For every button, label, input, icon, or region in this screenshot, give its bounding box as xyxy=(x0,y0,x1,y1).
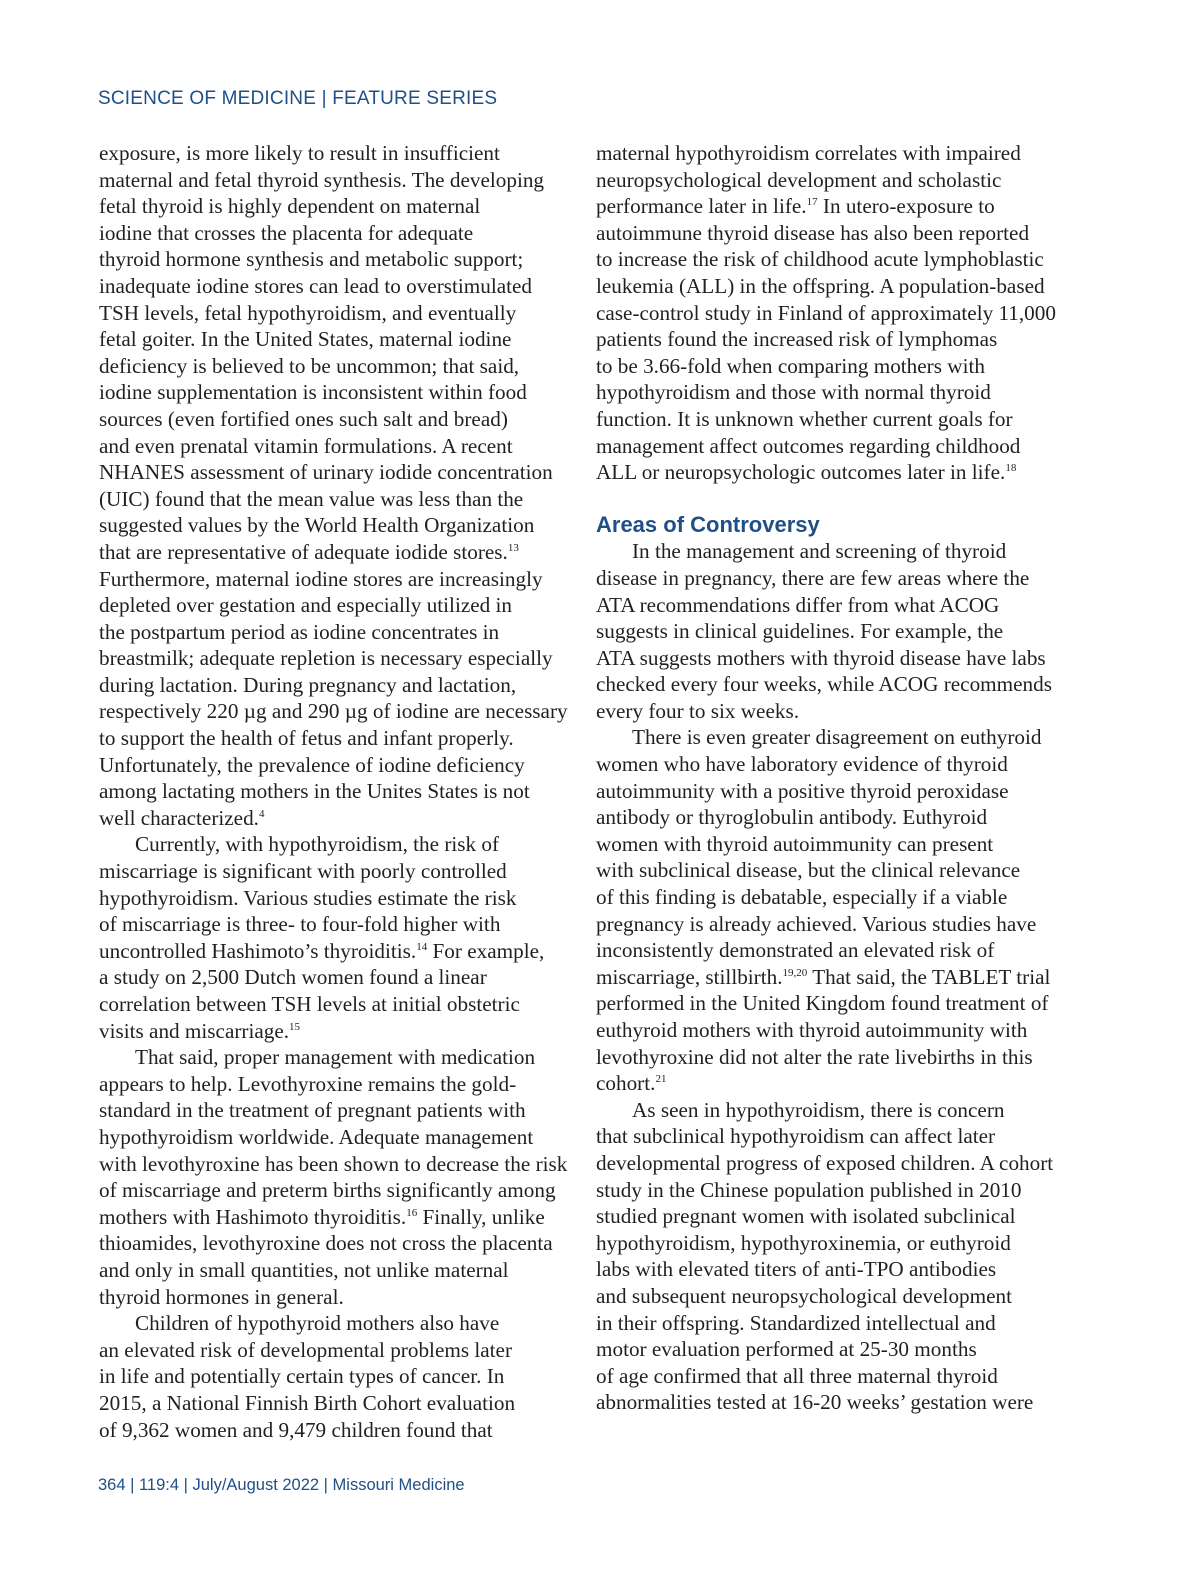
text-line xyxy=(99,246,577,273)
text-line xyxy=(99,379,577,406)
line-text: in their offspring. Standardized intellectual and xyxy=(596,1310,996,1335)
line-text: leukemia (ALL) in the offspring. A population-based xyxy=(596,273,1045,298)
line-text: an elevated risk of developmental problems later xyxy=(99,1337,513,1362)
line-text: during lactation. During pregnancy and lactation, xyxy=(99,672,517,697)
text-line xyxy=(596,724,1074,751)
text-line xyxy=(596,1097,1074,1124)
line-text: Furthermore, maternal iodine stores are increasingly xyxy=(99,566,543,591)
line-text: fetal goiter. In the United States, maternal iodine xyxy=(99,327,512,352)
text-line xyxy=(596,1389,1074,1416)
text-line xyxy=(99,1177,577,1204)
line-text: pregnancy is already achieved. Various studies have xyxy=(596,911,1037,936)
line-text: iodine that crosses the placenta for adequate xyxy=(99,220,474,245)
line-text: autoimmune thyroid disease has also been reported xyxy=(596,220,1030,245)
text-line xyxy=(596,140,1074,167)
line-text: labs with elevated titers of anti-TPO antibodies xyxy=(596,1257,997,1282)
line-text: abnormalities tested at 16-20 weeks’ gestation were xyxy=(596,1390,1034,1415)
line-text: inadequate iodine stores can lead to overstimulated xyxy=(99,273,533,298)
text-line xyxy=(596,379,1074,406)
text-line xyxy=(596,1070,1074,1097)
text-line xyxy=(596,884,1074,911)
text-line xyxy=(99,433,577,460)
line-text: euthyroid mothers with thyroid autoimmunity with xyxy=(596,1018,1028,1042)
text-line xyxy=(596,273,1074,300)
line-text: uncontrolled Hashimoto’s thyroiditis. xyxy=(99,938,417,963)
text-line xyxy=(99,991,577,1018)
text-line xyxy=(99,698,577,725)
text-line xyxy=(99,1151,577,1178)
text-line xyxy=(99,938,577,965)
text-line xyxy=(596,193,1074,220)
line-text: In the management and screening of thyroid xyxy=(632,539,1007,564)
line-text: depleted over gestation and especially utilized in xyxy=(99,593,513,618)
text-line xyxy=(596,1017,1074,1044)
line-text: women with thyroid autoimmunity can present xyxy=(596,831,994,856)
text-line xyxy=(99,911,577,938)
text-line xyxy=(99,752,577,779)
line-text: a study on 2,500 Dutch women found a linear xyxy=(99,965,487,990)
right-column-body-top xyxy=(596,140,1074,486)
text-line xyxy=(99,1097,577,1124)
line-text: and only in small quantities, not unlike maternal xyxy=(99,1257,509,1282)
citation-superscript: 13 xyxy=(507,541,519,554)
text-line xyxy=(596,1177,1074,1204)
citation-superscript: 19,20 xyxy=(782,966,808,979)
text-line xyxy=(99,353,577,380)
text-line xyxy=(99,486,577,513)
line-text: among lactating mothers in the Unites States is not xyxy=(99,779,530,804)
line-text: of this finding is debatable, especially if a viable xyxy=(596,885,1008,910)
text-line xyxy=(596,326,1074,353)
line-text: in life and potentially certain types of cancer. In xyxy=(99,1364,505,1389)
text-line xyxy=(99,300,577,327)
text-line xyxy=(596,964,1074,991)
text-line xyxy=(99,512,577,539)
line-text-continued: For example, xyxy=(427,938,545,963)
text-line xyxy=(596,618,1074,645)
citation-superscript: 4 xyxy=(258,807,265,820)
line-text: with subclinical disease, but the clinical relevance xyxy=(596,858,1021,883)
text-line xyxy=(99,645,577,672)
line-text: management affect outcomes regarding childhood xyxy=(596,433,1021,458)
section-heading: Areas of Controversy xyxy=(596,511,820,537)
text-line xyxy=(596,406,1074,433)
line-text: 2015, a National Finnish Birth Cohort evaluation xyxy=(99,1390,516,1415)
line-text: checked every four weeks, while ACOG recommends xyxy=(596,672,1052,697)
line-text: of miscarriage and preterm births significantly among xyxy=(99,1178,556,1203)
line-text: suggested values by the World Health Organization xyxy=(99,513,535,538)
text-line xyxy=(99,1390,577,1417)
text-line xyxy=(596,300,1074,327)
text-line xyxy=(99,459,577,486)
line-text: antibody or thyroglobulin antibody. Euthyroid xyxy=(596,805,988,830)
line-text: patients found the increased risk of lymphomas xyxy=(596,327,998,352)
text-line xyxy=(99,964,577,991)
line-text: maternal hypothyroidism correlates with impaired xyxy=(596,141,1021,165)
line-text: motor evaluation performed at 25-30 months xyxy=(596,1337,977,1362)
text-line xyxy=(99,831,577,858)
line-text: (UIC) found that the mean value was less than the xyxy=(99,486,524,511)
line-text: study in the Chinese population published in 2010 xyxy=(596,1177,1022,1202)
line-text: hypothyroidism worldwide. Adequate management xyxy=(99,1124,534,1149)
line-text: every four to six weeks. xyxy=(596,698,799,723)
text-line xyxy=(596,804,1074,831)
text-line xyxy=(99,778,577,805)
right-column xyxy=(596,140,1074,1416)
line-text: function. It is unknown whether current goals for xyxy=(596,406,1013,431)
text-line xyxy=(596,1203,1074,1230)
line-text-continued: In utero-exposure to xyxy=(817,194,995,219)
text-line xyxy=(99,167,577,194)
text-line xyxy=(99,885,577,912)
text-line xyxy=(99,566,577,593)
line-text: to support the health of fetus and infant properly. xyxy=(99,726,514,751)
right-column-body-bottom xyxy=(596,538,1074,1416)
line-text: Unfortunately, the prevalence of iodine deficiency xyxy=(99,752,525,777)
text-line xyxy=(99,672,577,699)
line-text: suggests in clinical guidelines. For example, the xyxy=(596,619,1004,644)
text-line xyxy=(596,220,1074,247)
text-line xyxy=(596,645,1074,672)
line-text: correlation between TSH levels at initial obstetric xyxy=(99,992,520,1016)
citation-superscript: 21 xyxy=(655,1073,667,1086)
line-text: miscarriage is significant with poorly controlled xyxy=(99,859,507,884)
line-text: hypothyroidism, hypothyroxinemia, or euthyroid xyxy=(596,1230,1011,1255)
line-text: neuropsychological development and scholastic xyxy=(596,167,1002,192)
text-line xyxy=(99,1124,577,1151)
line-text: NHANES assessment of urinary iodide concentration xyxy=(99,460,553,485)
line-text: respectively 220 µg and 290 µg of iodine are necessary xyxy=(99,699,568,724)
line-text: inconsistently demonstrated an elevated risk of xyxy=(596,938,995,963)
line-text: miscarriage, stillbirth. xyxy=(596,964,783,989)
text-line xyxy=(99,1284,577,1311)
text-line xyxy=(99,326,577,353)
line-text: of 9,362 women and 9,479 children found that xyxy=(99,1417,493,1442)
text-line xyxy=(596,1123,1074,1150)
line-text: There is even greater disagreement on euthyroid xyxy=(632,725,1042,750)
line-text: ALL or neuropsychologic outcomes later in life. xyxy=(596,460,1006,485)
text-line xyxy=(99,1337,577,1364)
text-line xyxy=(99,725,577,752)
text-line xyxy=(596,778,1074,805)
text-line xyxy=(99,1071,577,1098)
line-text: women who have laboratory evidence of thyroid xyxy=(596,752,1008,777)
left-column xyxy=(99,140,577,1443)
line-text: ATA recommendations differ from what ACOG xyxy=(596,592,1000,617)
text-line xyxy=(596,1310,1074,1337)
text-line xyxy=(596,1336,1074,1363)
text-line xyxy=(99,406,577,433)
line-text: cohort. xyxy=(596,1071,656,1096)
text-line xyxy=(596,937,1074,964)
text-line xyxy=(596,1363,1074,1390)
text-line xyxy=(596,246,1074,273)
citation-superscript: 14 xyxy=(416,940,428,953)
line-text: sources (even fortified ones such salt and bread) xyxy=(99,406,508,431)
text-line xyxy=(99,193,577,220)
text-line xyxy=(99,273,577,300)
text-line xyxy=(99,858,577,885)
line-text: thyroid hormone synthesis and metabolic support; xyxy=(99,247,524,272)
text-line xyxy=(596,911,1074,938)
text-line xyxy=(596,698,1074,725)
line-text: mothers with Hashimoto thyroiditis. xyxy=(99,1204,407,1229)
text-line xyxy=(596,990,1074,1017)
line-text: of age confirmed that all three maternal thyroid xyxy=(596,1363,998,1388)
line-text: and subsequent neuropsychological development xyxy=(596,1283,1012,1308)
line-text: That said, proper management with medication xyxy=(135,1045,536,1070)
text-line xyxy=(99,619,577,646)
citation-superscript: 18 xyxy=(1005,462,1017,475)
text-line xyxy=(596,459,1074,486)
line-text: appears to help. Levothyroxine remains the gold- xyxy=(99,1071,517,1096)
line-text: of miscarriage is three- to four-fold higher with xyxy=(99,912,501,937)
text-line xyxy=(596,1044,1074,1071)
line-text: Children of hypothyroid mothers also have xyxy=(135,1311,500,1336)
text-line xyxy=(99,1257,577,1284)
line-text: thioamides, levothyroxine does not cross the placenta xyxy=(99,1231,553,1256)
text-line xyxy=(99,539,577,566)
line-text: disease in pregnancy, there are few areas where the xyxy=(596,565,1030,590)
line-text: performed in the United Kingdom found treatment of xyxy=(596,991,1049,1016)
text-line xyxy=(596,1283,1074,1310)
line-text: hypothyroidism and those with normal thyroid xyxy=(596,380,991,405)
text-line xyxy=(596,1150,1074,1177)
text-line xyxy=(596,831,1074,858)
line-text: breastmilk; adequate repletion is necessary especially xyxy=(99,646,553,671)
text-line xyxy=(99,140,577,167)
line-text: with levothyroxine has been shown to decrease the risk xyxy=(99,1151,568,1176)
line-text: that subclinical hypothyroidism can affect later xyxy=(596,1124,996,1149)
running-header: SCIENCE OF MEDICINE | FEATURE SERIES xyxy=(98,88,498,109)
line-text: exposure, is more likely to result in insufficient xyxy=(99,141,500,165)
text-line xyxy=(596,1256,1074,1283)
line-text: to be 3.66-fold when comparing mothers with xyxy=(596,353,985,378)
line-text: Currently, with hypothyroidism, the risk of xyxy=(135,832,500,857)
page-footer: 364 | 119:4 | July/August 2022 | Missouri Medicine xyxy=(98,1476,465,1494)
line-text: ATA suggests mothers with thyroid disease have labs xyxy=(596,645,1046,670)
line-text: to increase the risk of childhood acute lymphoblastic xyxy=(596,247,1044,272)
text-line xyxy=(596,433,1074,460)
text-line xyxy=(99,805,577,832)
text-line xyxy=(596,353,1074,380)
text-line xyxy=(99,1204,577,1231)
line-text: maternal and fetal thyroid synthesis. The developing xyxy=(99,167,545,192)
line-text: As seen in hypothyroidism, there is concern xyxy=(632,1097,1005,1122)
text-line xyxy=(596,671,1074,698)
text-line xyxy=(99,220,577,247)
text-line xyxy=(99,1018,577,1045)
line-text: visits and miscarriage. xyxy=(99,1018,290,1043)
line-text: that are representative of adequate iodide stores. xyxy=(99,539,508,564)
line-text-continued: Finally, unlike xyxy=(417,1204,545,1229)
line-text: the postpartum period as iodine concentrates in xyxy=(99,619,500,644)
line-text: thyroid hormones in general. xyxy=(99,1284,344,1309)
text-line xyxy=(99,1310,577,1337)
text-line xyxy=(596,751,1074,778)
text-line xyxy=(596,592,1074,619)
line-text: deficiency is believed to be uncommon; that said, xyxy=(99,353,520,378)
line-text: and even prenatal vitamin formulations. A recent xyxy=(99,433,513,458)
text-line xyxy=(99,1417,577,1444)
line-text-continued: That said, the TABLET trial xyxy=(807,964,1051,989)
citation-superscript: 17 xyxy=(806,196,818,209)
line-text: developmental progress of exposed children. A cohort xyxy=(596,1150,1054,1175)
line-text: standard in the treatment of pregnant patients with xyxy=(99,1098,526,1123)
line-text: well characterized. xyxy=(99,805,259,830)
text-line xyxy=(99,592,577,619)
text-line xyxy=(596,167,1074,194)
line-text: TSH levels, fetal hypothyroidism, and eventually xyxy=(99,300,517,325)
line-text: performance later in life. xyxy=(596,194,807,219)
text-line xyxy=(596,857,1074,884)
text-line xyxy=(596,538,1074,565)
text-line xyxy=(99,1230,577,1257)
line-text: autoimmunity with a positive thyroid peroxidase xyxy=(596,778,1009,803)
line-text: levothyroxine did not alter the rate livebirths in this xyxy=(596,1044,1033,1069)
citation-superscript: 15 xyxy=(289,1020,301,1033)
text-line xyxy=(596,1230,1074,1257)
citation-superscript: 16 xyxy=(406,1206,418,1219)
text-line xyxy=(99,1044,577,1071)
line-text: studied pregnant women with isolated subclinical xyxy=(596,1204,1016,1229)
text-line xyxy=(596,565,1074,592)
line-text: fetal thyroid is highly dependent on maternal xyxy=(99,194,481,219)
line-text: iodine supplementation is inconsistent within food xyxy=(99,380,527,405)
line-text: case-control study in Finland of approximately 11,000 xyxy=(596,300,1056,325)
line-text: hypothyroidism. Various studies estimate the risk xyxy=(99,885,517,910)
text-line xyxy=(99,1363,577,1390)
